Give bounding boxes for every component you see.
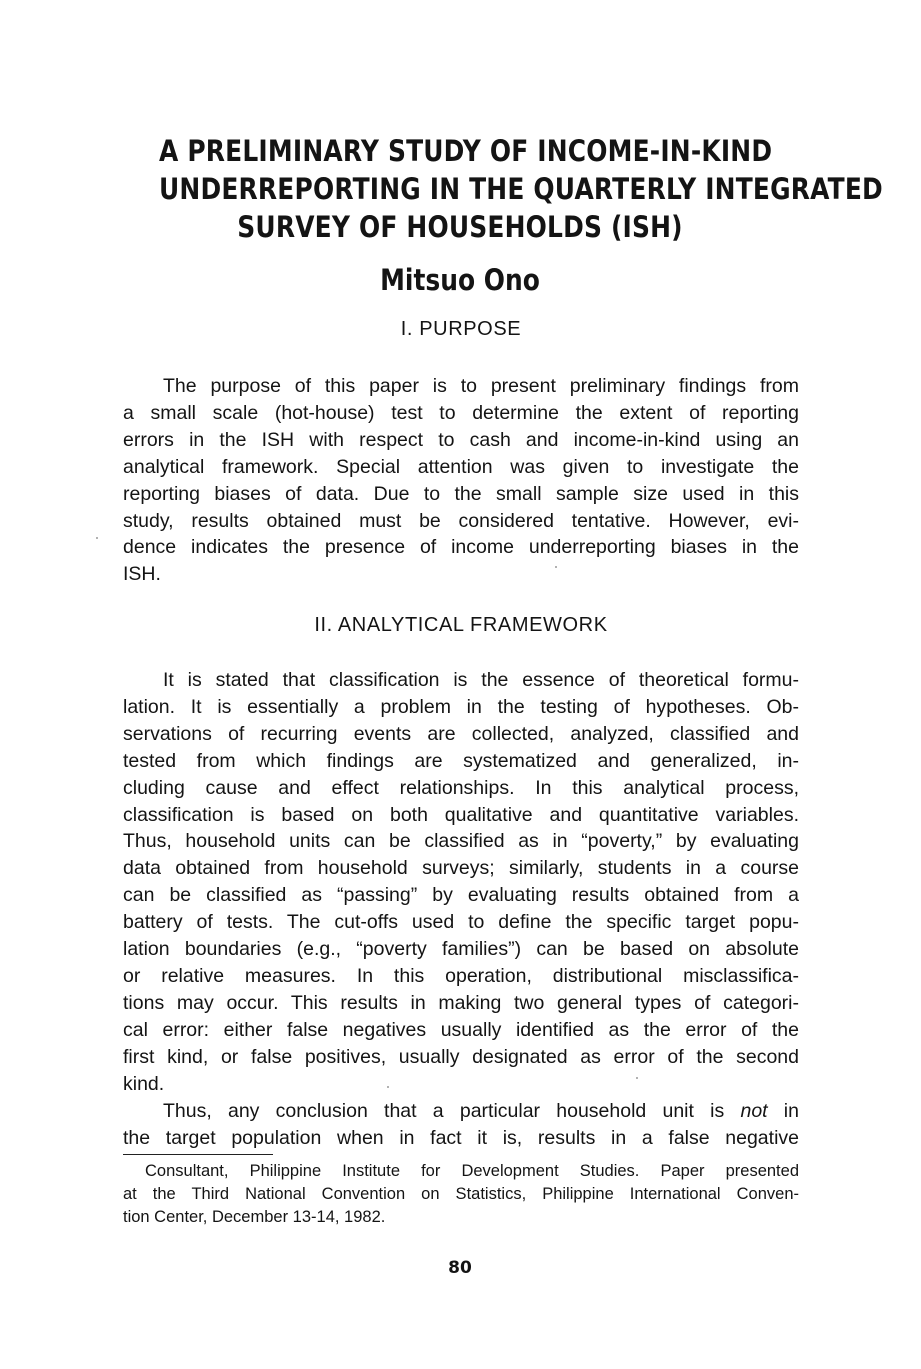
text-line: analytical framework. Special attention was given to investigate the: [123, 455, 799, 478]
title-line: A PRELIMINARY STUDY OF INCOME-IN-KIND: [159, 134, 773, 168]
page-number: 80: [448, 1258, 472, 1278]
text-line: data obtained from household surveys; similarly, students in a course: [123, 857, 799, 880]
text-line: or relative measures. In this operation, distributional misclassifica-: [123, 964, 799, 987]
text-line: tions may occur. This results in making two general types of categori-: [123, 991, 799, 1014]
text-line: can be classified as “passing” by evaluating results obtained from a: [123, 884, 799, 907]
paper-title: [159, 132, 883, 246]
text-line: It is stated that classification is the essence of theoretical formu-: [163, 669, 799, 691]
text-line: classification is based on both qualitative and quantitative variables.: [123, 803, 799, 826]
framework-paragraph: [123, 667, 799, 1098]
text-run: Thus, any conclusion that a particular household unit is: [163, 1100, 741, 1122]
scan-speck: [636, 1077, 638, 1079]
author-name: Mitsuo Ono: [380, 263, 540, 297]
text-line: battery of tests. The cut-offs used to define the specific target popu-: [123, 911, 799, 934]
text-line: lation boundaries (e.g., “poverty families”) can be based on absolute: [123, 938, 799, 961]
purpose-paragraph: [123, 373, 799, 588]
text-line: reporting biases of data. Due to the small sample size used in this: [123, 482, 799, 505]
text-line: cluding cause and effect relationships. In this analytical process,: [123, 776, 799, 799]
text-line: cal error: either false negatives usually identified as the error of the: [123, 1018, 799, 1041]
footnote-rule: [123, 1154, 273, 1155]
text-line: [123, 1098, 799, 1125]
text-line: first kind, or false positives, usually designated as error of the second: [123, 1045, 799, 1068]
conclusion-paragraph: [123, 1098, 799, 1152]
text-line: a small scale (hot-house) test to determine the extent of reporting: [123, 401, 799, 424]
text-line: kind.: [123, 1072, 165, 1095]
scan-speck: [96, 537, 98, 539]
text-line: ISH.: [123, 563, 161, 586]
text-line: tested from which findings are systematized and generalized, in-: [123, 749, 799, 772]
text-line: the target population when in fact it is, results in a false negative: [123, 1126, 799, 1149]
text-run: in: [767, 1100, 799, 1122]
text-line: study, results obtained must be considered tentative. However, evi-: [123, 509, 799, 532]
title-line: SURVEY OF HOUSEHOLDS (ISH): [237, 210, 683, 244]
section-heading-purpose: I. PURPOSE: [400, 318, 522, 340]
text-line: errors in the ISH with respect to cash and income-in-kind using an: [123, 428, 799, 451]
footnote-line: at the Third National Convention on Statistics, Philippine International Conven-: [123, 1185, 799, 1203]
footnote-line: tion Center, December 13-14, 1982.: [123, 1208, 386, 1226]
text-line: servations of recurring events are collected, analyzed, classified and: [123, 722, 799, 745]
emphasis-text: not: [740, 1100, 768, 1122]
text-line: lation. It is essentially a problem in the testing of hypotheses. Ob-: [123, 695, 799, 718]
footnote-line: Consultant, Philippine Institute for Development Studies. Paper presented: [145, 1162, 799, 1180]
text-line: Thus, household units can be classified as in “poverty,” by evaluating: [123, 830, 799, 853]
section-heading-analytical-framework: II. ANALYTICAL FRAMEWORK: [314, 614, 608, 636]
footnote: [123, 1160, 799, 1229]
text-line: dence indicates the presence of income underreporting biases in the: [123, 536, 799, 559]
scan-speck: [387, 1086, 389, 1088]
text-line: The purpose of this paper is to present preliminary findings from: [163, 375, 799, 397]
title-line: UNDERREPORTING IN THE QUARTERLY INTEGRATED: [159, 172, 883, 206]
scan-speck: [555, 566, 557, 568]
